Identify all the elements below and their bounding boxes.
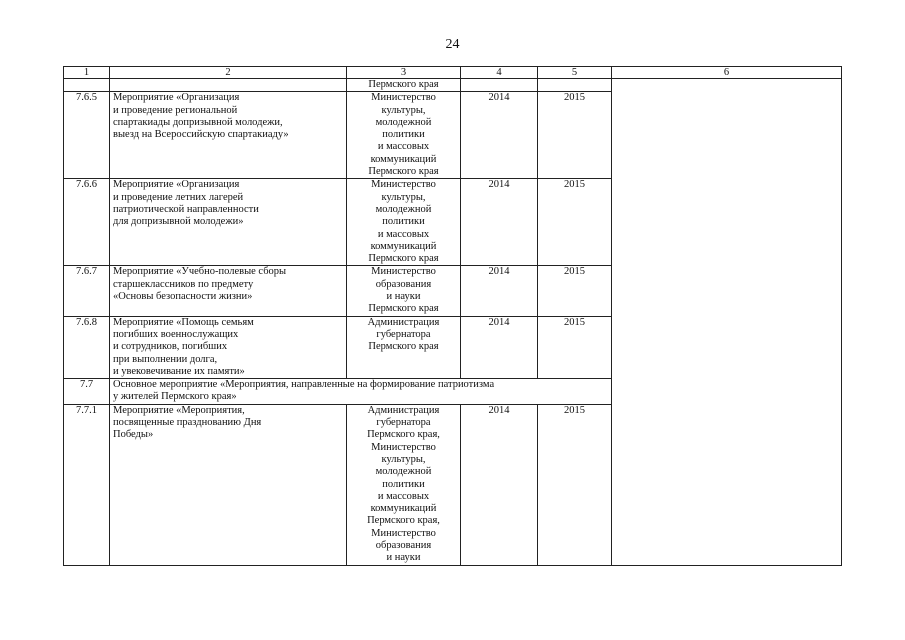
name-line: Мероприятие «Организация [113,179,240,191]
start-year: 2014 [461,316,538,378]
event-executor [347,179,461,266]
executor-line: политики [382,129,425,141]
executor-line: Министерство [371,266,436,278]
executor-line: политики [382,478,425,490]
end-year: 2015 [538,92,612,179]
column-header-6: 6 [612,67,842,79]
executor-line: Пермского края [368,166,439,178]
executor-line: образования [375,539,432,551]
executor-line: коммуникаций [370,503,437,515]
name-line: и проведение летних лагерей [113,191,244,203]
executor-line: губернатора [376,328,431,340]
name-line: посвященные празднованию Дня [113,417,262,429]
row-number: 7.7 [64,379,110,405]
column-header-2: 2 [110,67,347,79]
event-executor [347,79,461,92]
executor-line: и массовых [377,490,430,502]
executor-line: Министерство [371,92,436,104]
event-name [110,79,347,92]
end-year: 2015 [538,179,612,266]
executor-line: Администрация [367,316,440,328]
column-header-row [64,67,842,79]
event-name [110,92,347,179]
event-name [110,404,347,565]
name-line: выезд на Всероссийскую спартакиаду» [113,129,289,141]
executor-line: Пермского края [368,79,439,90]
start-year: 2014 [461,92,538,179]
name-line: и проведение региональной [113,104,238,116]
event-executor [347,316,461,378]
row-number: 7.6.8 [64,316,110,378]
row-number: 7.6.6 [64,179,110,266]
executor-line: и массовых [377,228,430,240]
start-year: 2014 [461,404,538,565]
executor-line: Пермского края [368,341,439,353]
end-year [538,79,612,92]
name-line: Мероприятие «Мероприятия, [113,404,245,416]
executor-line: культуры, [381,191,426,203]
name-line: Мероприятие «Организация [113,92,240,104]
column-header-1: 1 [64,67,110,79]
executor-line: молодежной [375,203,432,215]
executor-line: политики [382,216,425,228]
executor-line: и массовых [377,141,430,153]
measures-table [63,66,842,566]
executor-line: Пермского края, [367,429,440,441]
name-line: спартакиады допризывной молодежи, [113,116,283,128]
page-number: 24 [445,37,460,52]
basic-event-line: у жителей Пермского края» [113,391,237,403]
row-number: 7.6.5 [64,92,110,179]
executor-line: Министерство [371,441,436,453]
start-year: 2014 [461,179,538,266]
end-year: 2015 [538,404,612,565]
executor-line: образования [375,278,432,290]
event-executor [347,266,461,316]
end-year: 2015 [538,266,612,316]
name-line: погибших военнослужащих [113,328,239,340]
executor-line: коммуникаций [370,153,437,165]
executor-line: и науки [386,291,421,303]
column-header-3: 3 [347,67,461,79]
executor-line: Администрация [367,404,440,416]
name-line: Мероприятие «Учебно-полевые сборы [113,266,287,278]
executor-line: Пермского края [368,303,439,315]
name-line: и увековечивание их памяти» [113,365,245,377]
basic-event-line: Основное мероприятие «Мероприятия, направленные на формирование патриотизма [113,379,495,391]
executor-line: культуры, [381,453,426,465]
executor-line: Министерство [371,179,436,191]
end-year: 2015 [538,316,612,378]
column-6-cell [612,79,842,566]
name-line: Мероприятие «Помощь семьям [113,316,254,328]
event-executor [347,404,461,565]
executor-line: культуры, [381,104,426,116]
name-line: и сотрудников, погибших [113,341,228,353]
executor-line: губернатора [376,417,431,429]
name-line: патриотической направленности [113,203,259,215]
row-number [64,79,110,92]
executor-line: молодежной [375,116,432,128]
name-line: Победы» [113,429,154,441]
row-number: 7.6.7 [64,266,110,316]
basic-event-title [110,379,612,405]
event-name [110,316,347,378]
event-name [110,179,347,266]
event-executor [347,92,461,179]
executor-line: Пермского края [368,253,439,265]
executor-line: молодежной [375,466,432,478]
executor-line: и науки [386,552,421,564]
name-line: старшеклассников по предмету [113,278,254,290]
name-line: при выполнении долга, [113,353,218,365]
executor-line: Пермского края, [367,515,440,527]
column-header-4: 4 [461,67,538,79]
name-line: для допризывной молодежи» [113,216,244,228]
name-line: «Основы безопасности жизни» [113,291,253,303]
event-name [110,266,347,316]
column-header-5: 5 [538,67,612,79]
row-number: 7.7.1 [64,404,110,565]
executor-line: коммуникаций [370,240,437,252]
executor-line: Министерство [371,527,436,539]
start-year [461,79,538,92]
start-year: 2014 [461,266,538,316]
continuation-row [64,79,842,92]
